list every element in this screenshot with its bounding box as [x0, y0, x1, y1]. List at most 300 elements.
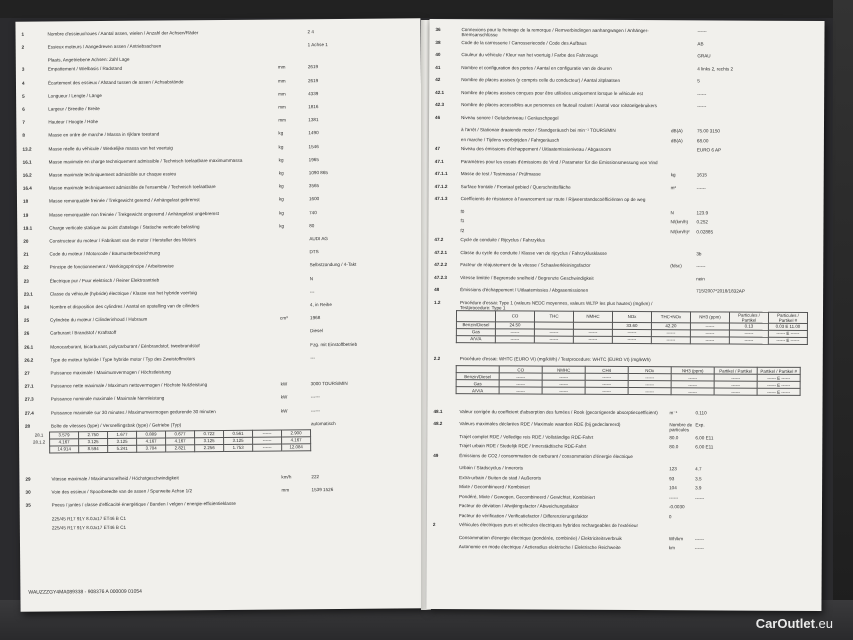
- table-cell: ------: [499, 380, 542, 387]
- field-value: 6.00 E11: [695, 434, 714, 440]
- spec-row: [433, 534, 818, 541]
- table-header-cell: NH3 (ppm): [690, 311, 729, 322]
- field-value: 222: [311, 474, 320, 480]
- field-label: Niveau des émissions d'échappement / Uitlaatemissieniveau / Abgasnorm: [460, 146, 612, 152]
- field-number: 16.1: [22, 159, 32, 165]
- spec-row: [432, 521, 818, 529]
- field-value: GRAU: [697, 53, 711, 59]
- table-cell: ------: [729, 330, 768, 337]
- field-number: 6: [22, 106, 25, 112]
- spec-row: [434, 170, 820, 178]
- field-number: 25: [24, 317, 30, 323]
- table-header-cell: [456, 310, 495, 321]
- field-label: Masse de test / Testmassa / Prüfmasse: [460, 171, 541, 177]
- field-number: 47.1.2: [434, 183, 448, 189]
- field-value: 0.110: [695, 409, 707, 415]
- table-header-cell: NH3 (ppm): [671, 367, 714, 374]
- table-cell: 1.677: [108, 431, 137, 438]
- field-value: [695, 514, 815, 515]
- table-cell: ------ E ------: [757, 381, 800, 388]
- field-value: [697, 160, 817, 161]
- field-number: 36: [435, 27, 441, 33]
- spec-row: [24, 380, 420, 389]
- spec-row: [435, 102, 820, 109]
- spec-row: [433, 408, 819, 415]
- field-number: 3: [21, 67, 25, 73]
- field-label: Procédure d'essai: Type 1 (valeurs NEDC moyennes, valeurs WLTP les plus hautes) (mg/km) / Testprocedure: Type 1: [460, 299, 653, 311]
- spec-row: [434, 227, 819, 234]
- field-value: ------: [310, 407, 321, 413]
- field-number: 22: [23, 265, 29, 271]
- field-unit: N: [670, 209, 674, 215]
- field-value: Fzg. mit Einstoffbetrieb: [310, 341, 358, 347]
- table-cell: 1.753: [224, 444, 253, 451]
- field-label: Puissance nominale maximale / Maximale Nennleistung: [50, 395, 165, 402]
- table-cell: 3.579: [50, 432, 79, 439]
- table-header-cell: CH4: [585, 366, 628, 373]
- spec-row: [433, 443, 818, 450]
- field-label: Masse remorquable non freinée / Trekgewicht ongeremd / Anhängelast ungebremst: [49, 210, 219, 218]
- field-number: 2.2: [433, 355, 441, 362]
- field-label: Véhicules électriques purs et véhicules électriques hybrides rechargeables de l'extérieur: [458, 522, 639, 529]
- table-cell: ------: [585, 387, 628, 394]
- field-value: ------: [310, 394, 320, 400]
- table-cell: 3.125: [224, 437, 253, 444]
- field-label: Urbain / Stadscyclus / Innerorts: [459, 465, 524, 471]
- field-value: ------: [696, 184, 706, 190]
- field-value: DTS: [309, 249, 319, 255]
- field-label: Monocarburant, bicarburant, polycarburant / Eénbrandstof, tweebrandstof: [50, 342, 200, 350]
- field-value: [308, 55, 388, 56]
- spec-row: [22, 143, 418, 152]
- field-value: [695, 454, 815, 455]
- field-label: Classe du cycle de conduite / Klasse van de rijcyclus / Fahrzyklusklasse: [460, 249, 607, 256]
- field-number: 27.4: [24, 410, 34, 416]
- field-value: nein: [696, 275, 705, 281]
- field-number: 48.2: [433, 420, 443, 427]
- field-label: Autonomie en mode électrique / Actieradius elektrische / Elektrische Reichweite: [458, 544, 621, 550]
- spec-row: [433, 503, 818, 510]
- field-unit: kg: [670, 172, 676, 178]
- table-cell: Gas: [456, 328, 495, 335]
- field-number: 48: [434, 286, 440, 293]
- table-row-label: 28.1: [34, 432, 44, 438]
- table-row: [456, 335, 807, 344]
- field-value: [312, 500, 392, 501]
- table-cell: ------: [671, 381, 714, 388]
- spec-row: [23, 275, 419, 284]
- spec-row: [435, 77, 820, 84]
- table-cell: Benzin/Diesel: [456, 373, 499, 380]
- field-number: 23: [23, 278, 29, 284]
- field-number: 48.1: [433, 408, 443, 414]
- field-unit: -0.0030: [668, 504, 685, 510]
- field-label: Coefficients de résistance à l'avancement sur route / Rijweerstandscoëfficiënten op de weg: [460, 196, 646, 203]
- spec-row: [22, 169, 418, 178]
- field-label: Puissance maximale / Maximumvermogen / Höchstleistung: [50, 369, 171, 376]
- field-label: Valeurs maximales déclarées RDE / Maximale waarden RDE (bij gedeclareerd): [459, 421, 621, 427]
- field-label: Émissions de CO2 / consommation de carburant / consommation d'énergie électrique: [459, 452, 634, 459]
- spec-row: [24, 314, 419, 323]
- field-label: à l'arrêt / Stationair draaiende motor / Standgeräusch bei min⁻¹ TOURS/MIN: [460, 127, 616, 133]
- field-value: AUDI AG: [309, 236, 328, 242]
- field-value: ---: [310, 354, 315, 361]
- table-row-label: [29, 446, 50, 453]
- spec-row: [25, 486, 421, 495]
- field-value: 4339: [308, 90, 319, 97]
- field-value: Selbstzündung / 4-Takt: [309, 262, 357, 268]
- field-number: 35: [25, 503, 31, 509]
- field-number: 47.1.1: [434, 170, 448, 177]
- field-value: 0.02885: [696, 228, 714, 234]
- field-label: en marche / Tijdens voorbijrijden / Fahrgeräusch: [460, 136, 560, 143]
- field-label: Nombre d'essieux/roues / Aantal assen, wielen / Anzahl der Achsen/Räder: [47, 30, 199, 37]
- field-value: 1615: [696, 172, 707, 178]
- gear-ratio-table: [29, 429, 311, 453]
- table-cell: ------: [542, 387, 585, 394]
- table-cell: 0.03 E 11.00: [768, 323, 807, 330]
- spec-row: [434, 249, 819, 256]
- field-label: Masse remorquable freinée / Trekgewicht geremd / Anhängelast gebremst: [48, 197, 200, 204]
- field-label: Niveau sonore / Geluidsniveau / Geräuschpegel: [461, 114, 559, 121]
- table-cell: ------: [714, 388, 757, 395]
- field-unit: mm: [278, 91, 286, 97]
- field-value: N: [309, 275, 314, 281]
- table-cell: ------: [253, 437, 282, 444]
- field-unit: mm: [278, 117, 286, 123]
- field-value: [696, 357, 816, 358]
- spec-row: [435, 39, 820, 46]
- field-number: 26: [24, 331, 30, 337]
- spec-row: [433, 474, 818, 481]
- table-cell: 4.167: [166, 438, 195, 445]
- table-header-cell: CO: [499, 366, 542, 373]
- table-header-cell: THC: [534, 311, 573, 322]
- field-label: Plaats, Angetriebene Achsen: Zahl Lage: [47, 57, 130, 63]
- table-cell: 2.821: [166, 445, 195, 452]
- table-cell: 2.750: [79, 431, 108, 438]
- field-value: EURO 6 AP: [696, 147, 722, 153]
- field-value: 1381: [308, 117, 319, 123]
- spec-row: [433, 355, 819, 363]
- spec-row: [23, 301, 419, 310]
- field-label: Essieux moteurs / Aangedreven assen / Antriebsachsen: [47, 43, 162, 50]
- field-value: 1490: [308, 130, 319, 136]
- field-label: f0: [460, 208, 465, 214]
- field-value: Diesel: [310, 328, 323, 334]
- field-label: Trajet complet RDE / Volledige reis RDE / Vollständige RDE-Fahrt: [459, 433, 594, 440]
- spec-row: [434, 145, 820, 153]
- footer-vin: WAUZZZGY4MA089338 - 908376 A 000009 01054: [28, 588, 142, 596]
- field-number: 47.2.3: [434, 274, 447, 280]
- field-label: 225/45 R17 91Y 8.0Jx17 ET46 B C1: [51, 515, 127, 522]
- field-label: Nombre de places assises conçues pour être utilisées uniquement lorsque le véhicule est: [461, 89, 643, 96]
- table-row: [456, 387, 800, 396]
- emission-table-whtc: [456, 365, 801, 396]
- field-unit: cm³: [280, 315, 288, 321]
- field-label: Cycle de conduite / Rijcyclus / Fahrzyklus: [460, 237, 545, 243]
- field-value: ------: [695, 494, 705, 500]
- field-number: 23.1: [23, 291, 33, 297]
- field-number: 13.2: [22, 146, 32, 152]
- table-cell: 4.167: [137, 438, 166, 445]
- field-unit: km: [668, 545, 675, 551]
- field-number: 1: [21, 31, 25, 37]
- spec-row: [435, 27, 821, 38]
- field-unit: m²: [670, 184, 677, 190]
- watermark-brand: CarOutlet: [755, 616, 815, 631]
- table-cell: ------: [671, 374, 714, 381]
- table-cell: ------: [499, 373, 542, 380]
- table-row-label: 28.1.2: [32, 439, 46, 445]
- field-label: Puissance nette maximale / Maximum nettovermogen / Höchste Nutzleistung: [50, 382, 208, 389]
- field-unit: mm: [277, 64, 286, 70]
- field-label: Empattement / Wielbasis / Radstand: [47, 66, 123, 72]
- field-unit: mm: [278, 104, 286, 110]
- table-cell: Benzin/Diesel: [456, 321, 495, 328]
- table-cell: ------: [585, 380, 628, 387]
- field-value: 715/2007*2018/1832AP: [696, 288, 745, 294]
- field-number: 28: [24, 423, 31, 429]
- field-unit: dB(A): [670, 128, 683, 134]
- table-header-cell: Partikel / Partikel #: [757, 367, 800, 374]
- table-cell: ------: [690, 336, 729, 343]
- spec-row: [435, 218, 820, 225]
- field-number: 47.2: [434, 236, 444, 243]
- table-header-cell: NOx: [612, 311, 651, 322]
- spec-row: [22, 182, 418, 191]
- table-cell: ------: [729, 337, 768, 344]
- field-value: 1090 865: [308, 170, 328, 176]
- field-label: 225/45 R17 91Y 8.0Jx17 ET46 B C1: [51, 524, 127, 531]
- table-cell: 4.167: [50, 439, 79, 446]
- table-cell: ------ E ------: [768, 330, 807, 337]
- table-cell: ------: [542, 380, 585, 387]
- background-top: [0, 0, 853, 18]
- spec-row: [24, 341, 419, 350]
- field-label: Masse maximale techniquement admissible sur chaque essieu: [48, 171, 177, 178]
- spec-row: [23, 209, 418, 218]
- field-label: Vitesse maximale / Maximumsnelheid / Höchstgeschwindigkeit: [51, 475, 179, 482]
- table-cell: 2.256: [195, 444, 224, 451]
- field-value: 1546: [308, 143, 319, 149]
- field-unit: kg: [278, 130, 284, 136]
- spec-row: [22, 130, 417, 139]
- table-cell: 12.084: [282, 444, 311, 451]
- field-value: ---: [309, 288, 315, 295]
- table-cell: 3.125: [195, 437, 224, 444]
- field-label: Électrique pur / Puur elektrisch / Reiner Elektroantrieb: [49, 277, 160, 284]
- field-value: 1600: [308, 196, 320, 202]
- spec-row: [435, 136, 820, 143]
- site-watermark: [756, 616, 833, 631]
- field-label: Pneus / jantes / classe d'efficacité énergétique / Banden / velgen / energie-efficiëntieklasse: [51, 501, 236, 508]
- table-cell: ------: [714, 381, 757, 388]
- table-cell: ------: [714, 374, 757, 381]
- field-value: 6.00 E11: [695, 444, 714, 450]
- field-label: Paramètres pour les essais d'émissions de Vind / Parameter für die Emissionsmessung von Vind: [460, 158, 658, 165]
- field-label: Masse en ordre de marche / Massa in rijklare toestand: [48, 131, 160, 138]
- field-label: Écartement des essieux / Afstand tussen de assen / Achsabstände: [47, 78, 184, 86]
- field-label: Classe du véhicule (hybride) électrique / Klasse van het hybride voertuig: [49, 290, 197, 297]
- spec-row: [21, 77, 417, 86]
- table-cell: A/V/A: [456, 387, 499, 394]
- table-cell: ------: [573, 329, 612, 336]
- field-label: Puissance maximale sur 30 minutes / Maximumvermogen gedurende 30 minuten: [50, 408, 216, 416]
- spec-row: [23, 262, 419, 271]
- spec-row: [26, 522, 421, 531]
- spec-row: [22, 116, 417, 125]
- spec-row: [435, 208, 820, 215]
- field-unit: 123: [669, 466, 677, 472]
- spec-row: [22, 55, 417, 63]
- table-cell: ------: [690, 322, 729, 329]
- field-unit: 93: [669, 475, 675, 481]
- field-value: [695, 504, 815, 505]
- table-cell: ------ E ------: [757, 388, 800, 395]
- spec-row: [435, 114, 820, 121]
- field-unit: mm: [277, 78, 286, 84]
- spec-row: [435, 89, 820, 96]
- field-number: 46: [435, 114, 441, 120]
- table-cell: 3.125: [108, 438, 137, 445]
- field-unit: mm: [281, 487, 290, 493]
- spec-row: [433, 544, 818, 551]
- table-cell: ------: [651, 329, 690, 336]
- field-unit: N/(km/h): [670, 219, 689, 225]
- field-label: Nombre de places accessibles aux personnes en fauteuil roulant / Aantal voor rolstoelgebruikers: [461, 102, 657, 109]
- spec-row: [434, 274, 819, 281]
- field-unit: kg: [278, 183, 284, 189]
- field-number: 27: [24, 370, 30, 376]
- spec-row: [22, 196, 418, 205]
- field-number: 19.1: [23, 225, 33, 231]
- field-value: 0.252: [696, 219, 709, 225]
- field-number: 5: [22, 93, 25, 99]
- table-cell: ------: [542, 373, 585, 380]
- field-label: Longueur / Lengte / Länge: [48, 92, 103, 99]
- field-value: 3.5: [695, 475, 702, 481]
- field-number: 42: [435, 77, 441, 83]
- table-cell: ------: [612, 336, 651, 343]
- table-cell: A/V/A: [456, 335, 495, 342]
- table-cell: 0.722: [195, 430, 224, 437]
- field-value: 1965: [308, 156, 319, 163]
- field-label: Vitesse limitée / Begrensde snelheid / Begrenzte Geschwindigkeit: [460, 274, 594, 281]
- table-row: [29, 444, 311, 453]
- spec-row: [434, 286, 819, 294]
- field-number: 47.2.1: [434, 249, 448, 255]
- spec-row: [433, 420, 818, 433]
- field-unit: dB(A): [670, 137, 683, 143]
- field-number: 49: [433, 452, 439, 458]
- field-unit: kg: [278, 144, 284, 150]
- field-label: Nombre et disposition des cylindres / Aantal en opstelling van de cilinders: [49, 303, 200, 310]
- table-header-cell: CO: [495, 310, 534, 321]
- field-label: Nombre de places assises (y compris celle du conducteur) / Aantal zitplaatsen: [461, 77, 621, 83]
- field-value: 123.9: [696, 209, 709, 215]
- spec-row: [21, 28, 417, 37]
- table-cell: 0.13: [729, 323, 768, 330]
- spec-row: [433, 484, 818, 491]
- field-unit: kg: [278, 157, 284, 163]
- field-value: 3565: [308, 183, 320, 189]
- table-cell: 0.561: [224, 430, 253, 437]
- spec-row: [435, 127, 820, 134]
- table-cell: ------: [585, 373, 628, 380]
- field-value: [312, 513, 392, 514]
- field-value: 2 4: [307, 29, 314, 35]
- field-value: automatisch: [310, 420, 336, 427]
- emission-table-type1: [456, 310, 808, 345]
- field-unit: kg: [279, 210, 284, 216]
- spec-row: [22, 90, 417, 99]
- field-unit: N/(km/h)²: [670, 228, 690, 234]
- spec-row: [434, 183, 820, 190]
- field-label: Code du moteur / Motorcode / Baumusterbezeichnung: [49, 250, 161, 257]
- table-cell: 5.241: [108, 445, 137, 452]
- field-unit: km/h: [281, 474, 292, 480]
- field-number: 18: [22, 199, 29, 205]
- spec-row: [23, 248, 418, 257]
- field-label: Surface frontale / Frontaal gebied / Querschnittsfläche: [460, 183, 571, 190]
- spec-row: [22, 103, 417, 112]
- watermark-tld: .eu: [814, 616, 833, 631]
- table-cell: 33.60: [612, 322, 651, 329]
- field-label: Voie des essieux / Spoorbreedte van de assen / Spurweite Achse 1/2: [51, 488, 193, 495]
- field-number: 8: [22, 133, 26, 139]
- field-label: Procédure d'essai: WHTC (EURO VI) (mg/kWh) / Testprocedure: WHTC (EURO VI) (mg/kWh): [459, 356, 651, 363]
- field-number: 1.2: [434, 299, 441, 305]
- field-number: 29: [25, 476, 31, 482]
- field-unit: 80.0: [669, 444, 679, 450]
- spec-row: [25, 500, 421, 509]
- table-cell: 8.594: [79, 445, 108, 452]
- table-cell: ------: [651, 336, 690, 343]
- field-unit: (fdsc): [670, 263, 682, 269]
- spec-row: [434, 261, 819, 269]
- field-number: 2: [432, 521, 436, 528]
- field-value: ------: [694, 535, 705, 541]
- field-number: 26.2: [24, 357, 34, 363]
- spec-row: [23, 222, 418, 231]
- spec-row: [26, 513, 421, 522]
- table-header-cell: Particules / Partikel: [729, 312, 768, 323]
- spec-row: [435, 64, 820, 72]
- field-label: Constructeur du moteur / Fabrikant van de motor / Hersteller des Motors: [49, 237, 197, 244]
- spec-row: [434, 195, 820, 203]
- field-value: 1816: [308, 104, 319, 110]
- field-value: 4 links 2, rechts 2: [697, 65, 734, 72]
- field-label: Boîte de vitesses (type) / Versnellingsbak (type) / Getriebe (Typ): [50, 422, 182, 429]
- field-value: Exp.: [695, 422, 705, 428]
- field-number: 16.2: [22, 172, 32, 178]
- field-number: 20: [23, 238, 29, 244]
- field-number: 30: [25, 489, 31, 495]
- spec-row: [24, 420, 420, 429]
- field-number: 21: [23, 251, 29, 257]
- spec-row: [21, 41, 417, 50]
- table-cell: ------: [628, 374, 671, 381]
- field-value: ------: [694, 545, 704, 551]
- table-cell: 3.704: [137, 445, 166, 452]
- table-header-cell: NOx: [628, 367, 671, 374]
- field-value: ------: [697, 28, 707, 34]
- field-number: 7: [22, 119, 25, 125]
- field-number: 27.3: [24, 397, 34, 403]
- field-number: 41: [435, 64, 441, 70]
- field-value: 1 Achse 1: [307, 42, 328, 48]
